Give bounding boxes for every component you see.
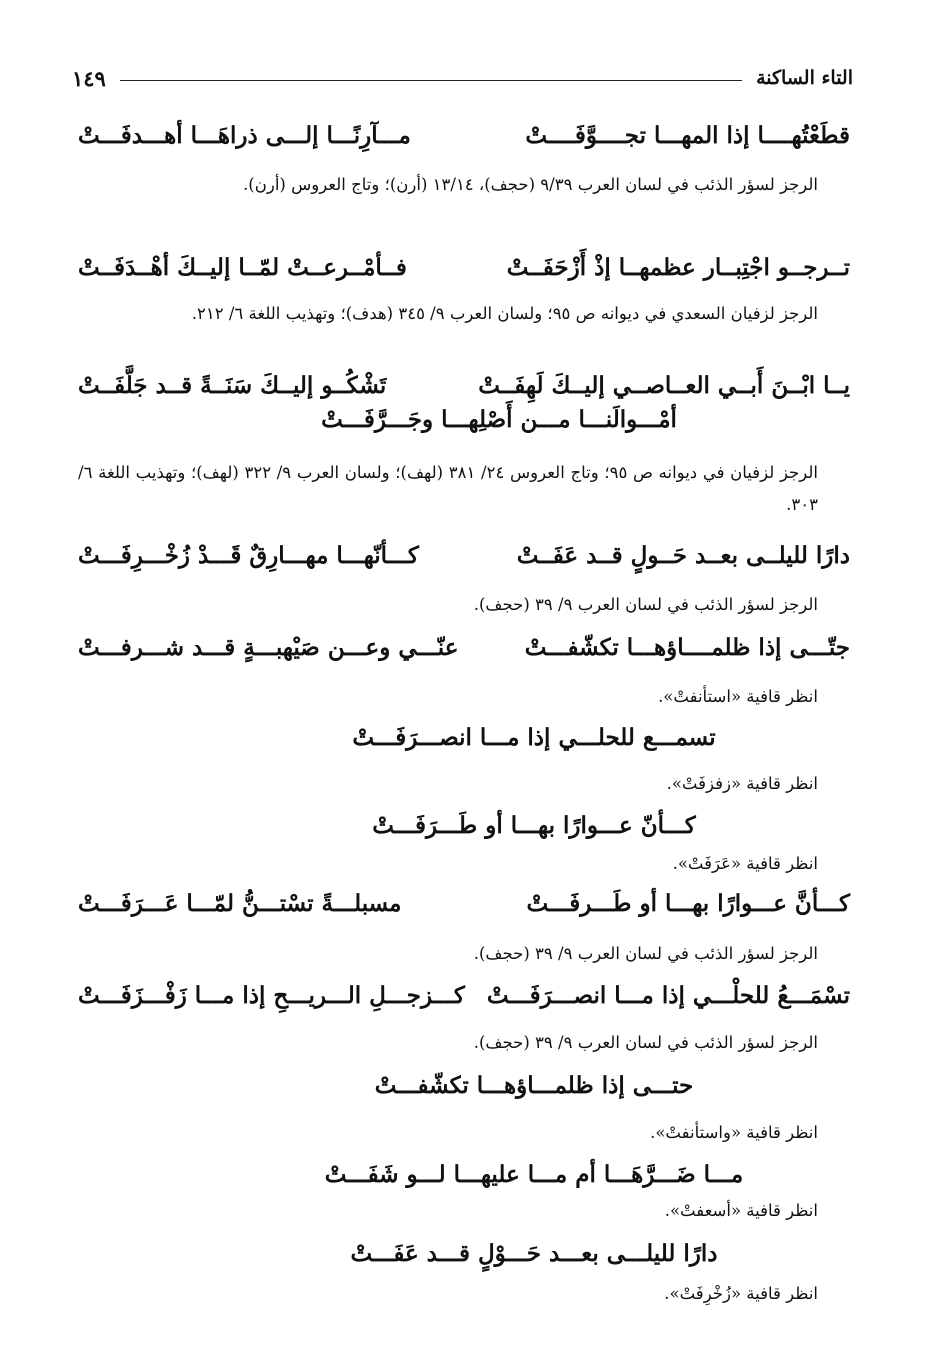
verse-first-hemistich: دارًا لليلــى بعــد حَــولٍ قــد عَفَــتْ [516,542,850,569]
citation-12 [78,1275,850,1310]
verse-6 [78,720,850,756]
header-rule [120,80,742,81]
citation-note: الرجز لزفيان في ديوانه ص ٩٥؛ وتاج العروس ٢٤/ ٣٨١ (لهف)؛ ولسان العرب ٩/ ٣٢٢ (لهف)؛ وتهذيب اللغة ٦/ ٣٠٣. [78,463,818,514]
page-number: ١٤٩ [72,65,106,91]
verse-2 [78,250,850,286]
verse-9 [78,978,850,1014]
verse-10 [78,1068,850,1104]
verse-11 [78,1157,850,1193]
citation-8 [78,935,850,970]
citation-6 [78,765,850,800]
citation-note: انظر قافية «أسعفتْ». [664,1201,818,1220]
citation-5 [78,678,850,713]
citation-note: الرجز لسؤر الذئب في لسان العرب ٩/ ٣٩ (حجف). [473,944,818,963]
citation-10 [78,1114,850,1149]
verse-second-hemistich: مسبلـــةً تسْتـــنُّ لمّـــا عَـــرَفَـــتْ [78,890,402,917]
running-title: التاء الساكنة [756,67,853,89]
citation-note: الرجز لسؤر الذئب في لسان العرب ٩/٣٩ (حجف)، ١٣/١٤ (أرن)؛ وتاج العروس (أرن). [243,175,818,194]
citation-9 [78,1024,850,1059]
verse-single-hemistich: كـــأنّ عـــوارًا بهـــا أو طَـــرَفَـــتْ [372,812,696,839]
verse-second-hemistich: مـــآرِنًـــا إلـــى ذراهَـــا أهـــدفَـــتْ [78,122,411,149]
verse-single-hemistich: حتـــى إذا ظلمـــاؤهـــا تكشّفـــتْ [374,1072,694,1099]
citation-note: انظر قافية «زُخْرِفَتْ». [664,1284,818,1303]
citation-1 [78,166,850,201]
page-header [72,58,853,98]
verse-first-hemistich: تــرجــو اجْتِبــار عظمهــا إذْ أَزْحَفَــتْ [506,254,850,281]
citation-3 [78,454,850,521]
citation-7 [78,845,850,880]
verse-first-hemistich: قطَعْتُهــــا إذا المهـــا تجــــوَّفَــــتْ [525,122,850,149]
verse-first-hemistich: كـــأنَّ عـــوارًا بهـــا أو طَـــرفَـــتْ [526,890,850,917]
verse-12 [78,1236,850,1272]
verse-single-hemistich: مـــا ضَـــرَّهَـــا أم مـــا عليهـــا لـــو شَفَـــتْ [324,1161,744,1188]
citation-note: انظر قافية «واستأنفتْ». [650,1123,818,1142]
verse-continuation: أمْـــوالَنـــا مـــن أَصْلِهـــا وجَـــرَّفَـــتْ [321,406,677,433]
citation-note: انظر قافية «زفزفَتْ». [666,774,818,793]
verse-second-hemistich: عنّـــي وعـــن صَيْهبـــةٍ قـــد شـــرفـــتْ [78,634,459,661]
citation-note: الرجز لزفيان السعدي في ديوانه ص ٩٥؛ ولسان العرب ٩/ ٣٤٥ (هدف)؛ وتهذيب اللغة ٦/ ٢١٢. [191,304,818,323]
verse-single-hemistich: دارًا لليلـــى بعـــد حَـــوْلٍ قـــد عَفَـــتْ [350,1240,718,1267]
citation-4 [78,586,850,621]
citation-2 [78,295,850,330]
verse-5 [78,630,850,666]
verse-first-hemistich: يــا ابْــنَ أَبــي العــاصــي إليــكَ لَهِفَــتْ [478,372,850,399]
verse-second-hemistich: كـــزجـــلِ الـــريـــحِ إذا مـــا زَفْـــزَفَـــتْ [78,982,465,1009]
verse-7 [78,808,850,844]
citation-note: انظر قافية «استأنفتْ». [658,687,818,706]
citation-note: الرجز لسؤر الذئب في لسان العرب ٩/ ٣٩ (حجف). [473,595,818,614]
verse-8 [78,886,850,922]
verse-second-hemistich: كـــأنّهـــا مهـــارِقٌ قَـــدْ زُخْـــرِفَـــتْ [78,542,419,569]
verse-first-hemistich: تسْمَـــعُ للحلْـــي إذا مـــا انصـــرَفَـــتْ [486,982,850,1009]
verse-4 [78,538,850,574]
verse-second-hemistich: فــأمْــرعــتْ لمّــا إليــكَ أهْــدَفَــتْ [78,254,407,281]
verse-1 [78,118,850,154]
verse-3 [78,368,850,438]
citation-11 [78,1192,850,1227]
citation-note: الرجز لسؤر الذئب في لسان العرب ٩/ ٣٩ (حجف). [473,1033,818,1052]
verse-first-hemistich: جتّـــى إذا ظلمــــاؤهـــا تكشّفـــتْ [524,634,850,661]
verse-single-hemistich: تسمـــع للحلـــي إذا مـــا انصـــرَفَـــتْ [352,724,716,751]
citation-note: انظر قافية «عَرَفَتْ». [672,854,818,873]
verse-second-hemistich: تَشْكُــو إليــكَ سَنَــةً قــد جَلَّفَــتْ [78,372,387,399]
